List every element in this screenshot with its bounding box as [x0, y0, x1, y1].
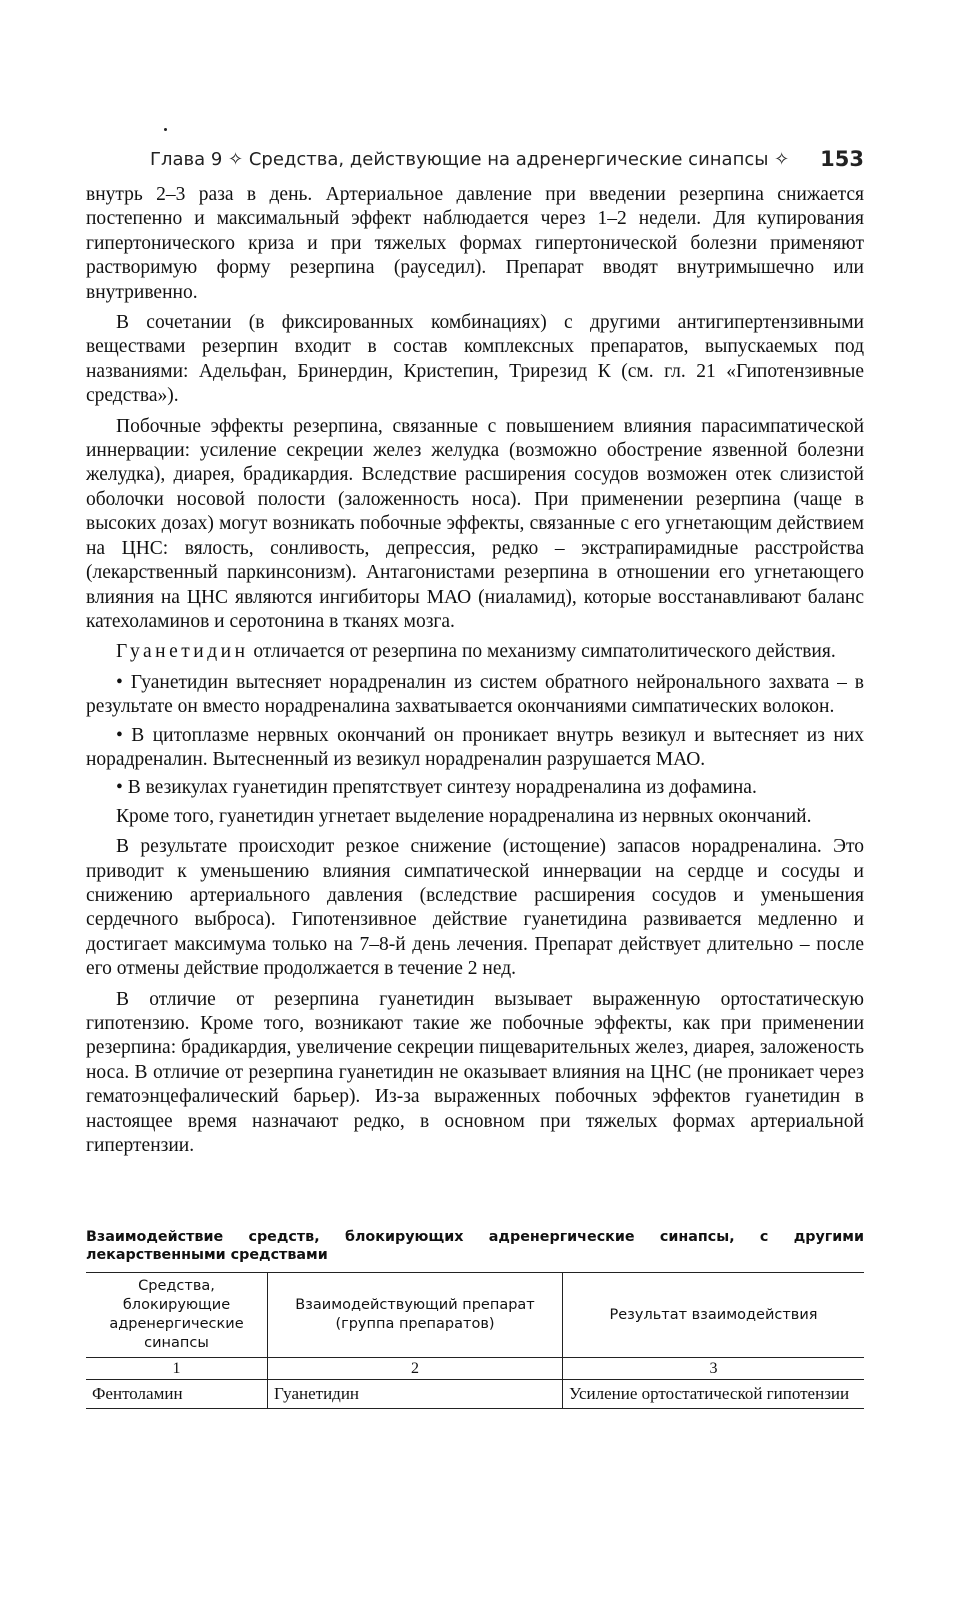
column-number: 3: [563, 1358, 865, 1380]
paragraph: В отличие от резерпина гуанетидин вызывает выраженную ортостатическую гипотензию. Кроме того, возникают такие же побочные эффекты, как при применении резерпина: брадикардия, увеличение секреции пищеварительных желез, диарея, заложеность носа. В отличие от резерпина гуанетидин не оказывает влияния на ЦНС (не проникает через гематоэнцефалический барьер). Из-за выраженных побочных эффектов гуанетидин в настоящее время назначают редко, в основном при тяжелых формах артериальной гипертензии.: [86, 988, 864, 1157]
paragraph: Побочные эффекты резерпина, связанные с повышением влияния парасимпатической иннервации: усиление секреции желез желудка (возможно обострение язвенной болезни желудка), диарея, брадикардия. Вследствие расширения сосудов возможен отек слизистой оболочки носовой полости (заложенность носа). При применении резерпина (чаще в высоких дозах) могут возникать побочные эффекты, связанные с его угнетающим действием на ЦНС: вялость, сонливость, депрессия, редко – экстрапирамидные расстройства (лекарственный паркинсонизм). Антагонистами резерпина в отношении его угнетающего влияния на ЦНС являются ингибиторы МАО (ниаламид), которые восстанавливают баланс катехоламинов и серотонина в тканях мозга.: [86, 415, 864, 632]
table-header-row: [86, 1273, 864, 1358]
bullet-item: • Гуанетидин вытесняет норадреналин из систем обратного нейронального захвата – в результате он вместо норадреналина захватывается окончаниями симпатических волокон.: [86, 671, 864, 718]
column-number: 2: [268, 1358, 563, 1380]
table-row: [86, 1380, 864, 1409]
column-header: Результат взаимодействия: [563, 1273, 865, 1358]
interaction-table: [86, 1272, 864, 1409]
column-header: Средства, блокирующие адренергические синапсы: [109, 1278, 244, 1351]
running-header: [150, 147, 864, 177]
speck-mark: [164, 128, 167, 131]
bullet-item: • В цитоплазме нервных окончаний он проникает внутрь везикул и вытесняет из них норадреналин. Вытесненный из везикул норадреналин разрушается МАО.: [86, 724, 864, 770]
table-caption: Взаимодействие средств, блокирующих адренергические синапсы, с другими лекарственными средствами: [86, 1229, 864, 1263]
paragraph: В результате происходит резкое снижение (истощение) запасов норадреналина. Это приводит к уменьшению влияния симпатической иннервации на сердце и сосуды и снижению артериального давления (вследствие расширения сосудов и уменьшения сердечного выброса). Гипотензивное действие гуанетидина развивается медленно и достигает максимума только на 7–8-й день лечения. Препарат действует длительно – после его отмены действие продолжается в течение 2 нед.: [86, 836, 864, 980]
paragraph-text: отличается от резерпина по механизму симпатолитического действия.: [248, 641, 836, 663]
table-cell: Фентоламин: [92, 1384, 183, 1403]
column-header: Взаимодействующий препарат (группа препаратов): [268, 1273, 563, 1358]
body-text: [86, 183, 864, 1164]
paragraph: внутрь 2–3 раза в день. Артериальное давление при введении резерпина снижается постепенно и максимальный эффект наблюдается через 1–2 недели. Для купирования гипертонического криза и при тяжелых формах гипертонической болезни применяют растворимую форму резерпина (рауседил). Препарат вводят внутримышечно или внутривенно.: [86, 184, 864, 303]
column-number-row: [86, 1358, 864, 1380]
paragraph: В сочетании (в фиксированных комбинациях) с другими антигипертензивными веществами резерпин входит в состав комплексных препаратов, выпускаемых под названиями: Адельфан, Бринердин, Кристепин, Трирезид К (см. гл. 21 «Гипотензивные средства»).: [86, 312, 864, 407]
column-number: 1: [172, 1360, 181, 1377]
bullet-item: • В везикулах гуанетидин препятствует синтезу норадреналина из дофамина.: [116, 777, 757, 799]
table-cell: Гуанетидин: [268, 1380, 563, 1409]
paragraph: Кроме того, гуанетидин угнетает выделение норадреналина из нервных окончаний.: [116, 805, 812, 827]
paragraph: [86, 640, 864, 664]
page-number: 153: [820, 147, 864, 171]
chapter-title: Глава 9 ✧ Средства, действующие на адренергические синапсы ✧: [150, 149, 790, 170]
table-cell: Усиление ортостатической гипотензии: [563, 1380, 865, 1409]
term-guanethidine: Гуанетидин: [116, 641, 249, 663]
